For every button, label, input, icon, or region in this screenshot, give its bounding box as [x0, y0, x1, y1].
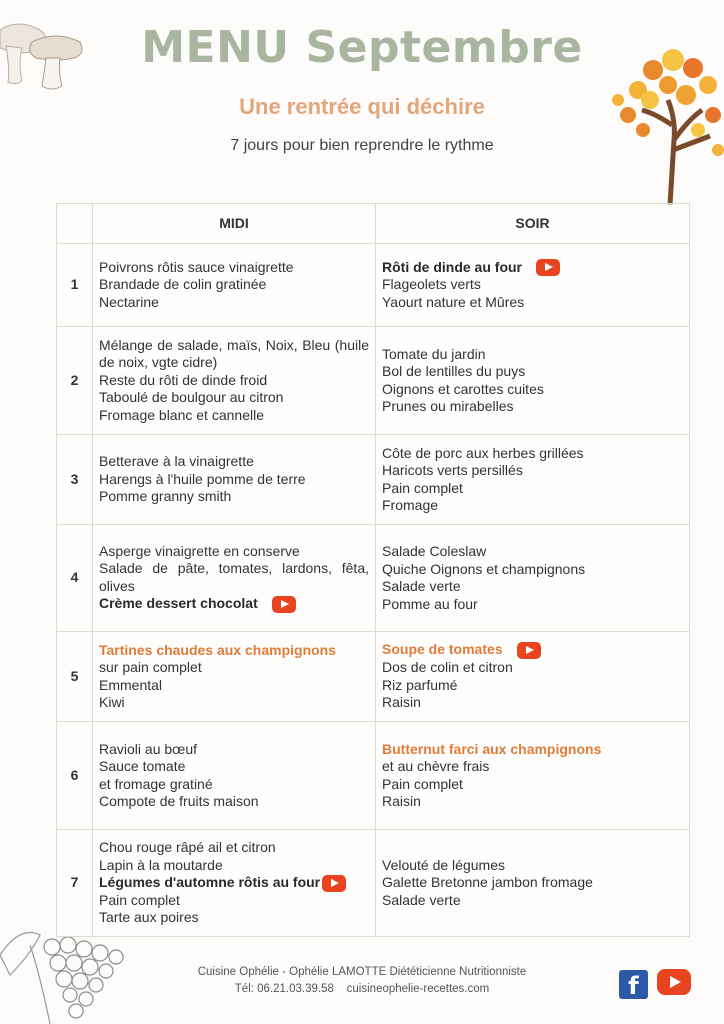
midi-cell — [93, 722, 376, 830]
dish-item — [382, 445, 683, 463]
dish-label: Haricots verts persillés — [382, 462, 523, 478]
menu-table — [56, 203, 690, 937]
day-number: 2 — [57, 327, 93, 435]
dish-item — [99, 909, 369, 927]
dish-item — [99, 892, 369, 910]
dish-label: Velouté de légumes — [382, 856, 505, 873]
dish-item — [99, 488, 369, 506]
dish-label: Raisin — [382, 793, 421, 809]
dish-item — [382, 543, 683, 561]
dish-item — [99, 839, 369, 857]
midi-cell — [93, 632, 376, 722]
dish-label: Raisin — [382, 694, 421, 711]
soir-cell — [376, 435, 690, 525]
dish-label: sur pain complet — [99, 659, 202, 675]
dish-item — [382, 641, 683, 659]
dish-label: et fromage gratiné — [99, 775, 213, 792]
table-row — [57, 525, 690, 632]
dish-item — [99, 276, 369, 294]
dish-label: Taboulé de boulgour au citron — [99, 389, 284, 406]
column-header-day — [57, 204, 93, 244]
dish-label: Dos de colin et citron — [382, 659, 513, 676]
dish-item — [99, 874, 369, 892]
page-tagline: 7 jours pour bien reprendre le rythme — [230, 137, 494, 154]
dish-item — [99, 595, 369, 613]
dish-label: Pain complet — [382, 775, 463, 792]
dish-label: Tartines chaudes aux champignons — [99, 641, 337, 658]
midi-cell — [93, 830, 376, 937]
soir-cell — [376, 830, 690, 937]
dish-item — [382, 259, 683, 277]
dish-item — [99, 857, 369, 875]
dish-label: Tomate du jardin — [382, 345, 486, 362]
dish-item — [99, 776, 369, 794]
dish-label: Asperge vinaigrette en conserve — [99, 542, 300, 559]
dish-label: Harengs à l'huile pomme de terre — [99, 470, 306, 487]
dish-item — [382, 497, 683, 515]
soir-cell — [376, 722, 690, 830]
dish-item — [382, 758, 683, 776]
dish-item — [382, 381, 683, 399]
dish-label: Crème dessert chocolat — [99, 595, 258, 612]
dish-label: Oignons et carottes cuites — [382, 380, 544, 397]
dish-label: Ravioli au bœuf — [99, 740, 198, 757]
table-row — [57, 830, 690, 937]
dish-item — [99, 659, 369, 677]
dish-item — [99, 471, 369, 489]
dish-item — [99, 453, 369, 471]
dish-label: Pomme au four — [382, 595, 478, 612]
dish-label: Compote de fruits maison — [99, 793, 259, 809]
dish-item — [382, 346, 683, 364]
table-row — [57, 632, 690, 722]
dish-label: Chou rouge râpé ail et citron — [99, 839, 276, 856]
dish-item — [99, 337, 369, 372]
dish-item — [382, 462, 683, 480]
dish-item — [99, 560, 369, 595]
day-number: 3 — [57, 435, 93, 525]
midi-cell — [93, 244, 376, 327]
table-row — [57, 722, 690, 830]
column-header-midi: MIDI — [93, 204, 376, 244]
dish-label: Yaourt nature et Mûres — [382, 293, 525, 310]
dish-item — [382, 398, 683, 416]
dish-item — [99, 741, 369, 759]
midi-cell — [93, 525, 376, 632]
dish-item — [382, 294, 683, 312]
dish-label: Bol de lentilles du puys — [382, 363, 526, 379]
dish-item — [382, 480, 683, 498]
dish-item — [382, 874, 683, 892]
dish-label: Kiwi — [99, 694, 125, 710]
footer-line-2: Tél: 06.21.03.39.58 cuisineophelie-recettes.com — [234, 983, 490, 995]
midi-cell — [93, 327, 376, 435]
column-header-soir: SOIR — [376, 204, 690, 244]
dish-item — [99, 407, 369, 425]
page-subtitle: Une rentrée qui déchire — [239, 94, 485, 119]
dish-label: Betterave à la vinaigrette — [99, 453, 254, 470]
dish-label: Pain complet — [99, 891, 180, 908]
table-header-row — [57, 204, 690, 244]
dish-label: Sauce tomate — [99, 758, 186, 774]
soir-cell — [376, 525, 690, 632]
dish-item — [382, 276, 683, 294]
youtube-icon[interactable] — [657, 969, 691, 995]
facebook-icon[interactable]: f — [619, 970, 648, 999]
dish-label: Rôti de dinde au four — [382, 258, 522, 275]
dish-item — [99, 259, 369, 277]
dish-item — [382, 776, 683, 794]
dish-item — [382, 793, 683, 811]
dish-label: Fromage blanc et cannelle — [99, 406, 264, 423]
dish-label: Fromage — [382, 497, 439, 513]
dish-item — [382, 677, 683, 695]
dish-item — [382, 694, 683, 712]
dish-label: Prunes ou mirabelles — [382, 398, 514, 414]
day-number: 1 — [57, 244, 93, 327]
soir-cell — [376, 244, 690, 327]
dish-label: et au chèvre frais — [382, 758, 490, 774]
youtube-video-icon[interactable] — [517, 642, 541, 659]
dish-label: Quiche Oignons et champignons — [382, 560, 586, 577]
dish-label: Salade Coleslaw — [382, 543, 487, 559]
dish-item — [382, 596, 683, 614]
midi-cell — [93, 435, 376, 525]
dish-label: Mélange de salade, maïs, Noix, Bleu (huile de noix, vgte cidre) — [99, 336, 369, 371]
table-row — [57, 435, 690, 525]
youtube-video-icon[interactable] — [272, 596, 296, 613]
dish-label: Pain complet — [382, 479, 463, 496]
dish-item — [99, 642, 369, 660]
youtube-video-icon[interactable] — [536, 259, 560, 276]
page-title: MENU Septembre — [141, 22, 583, 73]
dish-label: Soupe de tomates — [382, 641, 503, 658]
dish-item — [382, 741, 683, 759]
dish-item — [99, 694, 369, 712]
dish-label: Galette Bretonne jambon fromage — [382, 874, 593, 891]
dish-item — [382, 363, 683, 381]
soir-cell — [376, 632, 690, 722]
dish-item — [382, 857, 683, 875]
dish-item — [99, 389, 369, 407]
day-number: 7 — [57, 830, 93, 937]
dish-label: Poivrons rôtis sauce vinaigrette — [99, 258, 294, 275]
dish-label: Salade de pâte, tomates, lardons, fêta, olives — [99, 560, 369, 594]
dish-item — [99, 372, 369, 390]
dish-label: Salade verte — [382, 891, 461, 908]
dish-label: Butternut farci aux champignons — [382, 740, 602, 757]
dish-item — [382, 561, 683, 579]
dish-item — [99, 543, 369, 561]
dish-label: Riz parfumé — [382, 676, 458, 693]
table-row — [57, 327, 690, 435]
dish-item — [382, 659, 683, 677]
dish-label: Brandade de colin gratinée — [99, 276, 267, 293]
day-number: 4 — [57, 525, 93, 632]
dish-label: Tarte aux poires — [99, 909, 199, 926]
dish-label: Lapin à la moutarde — [99, 856, 223, 873]
dish-item — [99, 677, 369, 695]
day-number: 5 — [57, 632, 93, 722]
dish-item — [382, 578, 683, 596]
dish-label: Légumes d'automne rôtis au four — [99, 874, 321, 891]
dish-label: Nectarine — [99, 293, 159, 310]
footer-line-1: Cuisine Ophélie - Ophélie LAMOTTE Diététicienne Nutritionniste — [197, 966, 527, 978]
dish-label: Emmental — [99, 676, 163, 693]
dish-label: Côte de porc aux herbes grillées — [382, 444, 584, 461]
dish-label: Reste du rôti de dinde froid — [99, 371, 268, 388]
table-row — [57, 244, 690, 327]
dish-label: Pomme granny smith — [99, 488, 232, 505]
dish-label: Flageolets verts — [382, 276, 481, 293]
dish-item — [382, 892, 683, 910]
soir-cell — [376, 327, 690, 435]
day-number: 6 — [57, 722, 93, 830]
dish-item — [99, 793, 369, 811]
dish-label: Salade verte — [382, 578, 461, 594]
dish-item — [99, 294, 369, 312]
youtube-video-icon[interactable] — [322, 875, 346, 892]
dish-item — [99, 758, 369, 776]
